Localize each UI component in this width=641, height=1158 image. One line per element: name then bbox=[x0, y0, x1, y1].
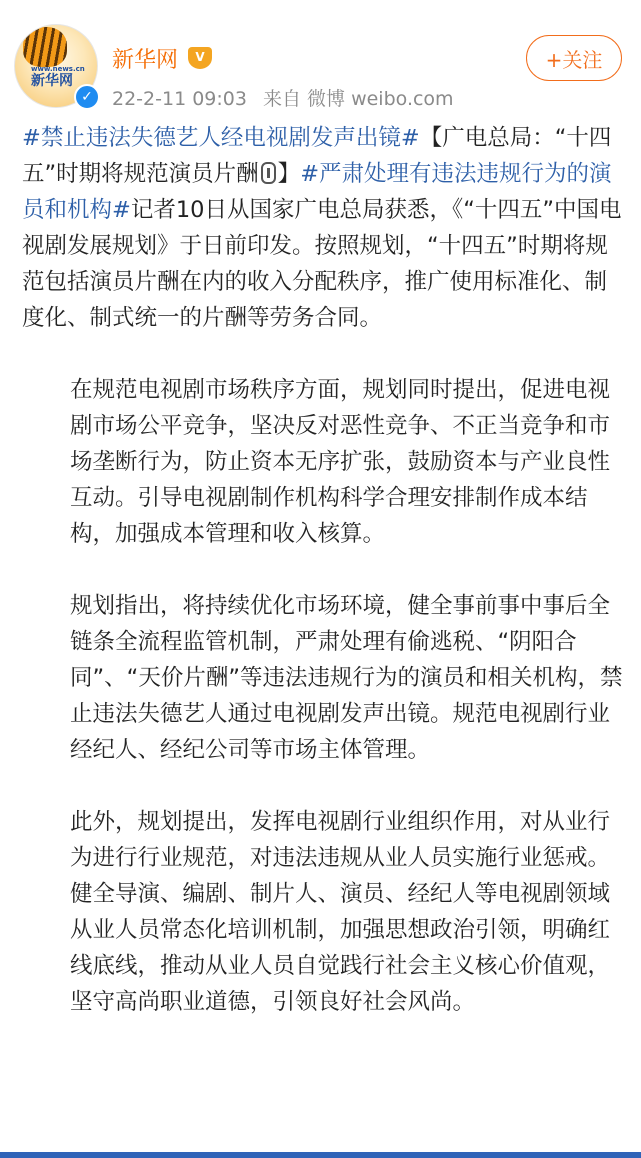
post-content bbox=[22, 120, 624, 1020]
paragraph-3: 规划指出，将持续优化市场环境，健全事前事中事后全链条全流程监管机制，严肃处理有偷逃税、“阴阳合同”、“天价片酬”等违法违规行为的演员和相关机构，禁止违法失德艺人通过电视剧发声出镜。规范电视剧行业经纪人、经纪公司等市场主体管理。 bbox=[70, 593, 623, 763]
avatar-small-text: www.news.cn bbox=[31, 65, 85, 73]
paragraph-1 bbox=[22, 120, 624, 336]
post-source: 来自 微博 weibo.com bbox=[263, 88, 454, 110]
bottom-image-edge bbox=[0, 1152, 641, 1158]
post-time: 22-2-11 09:03 bbox=[112, 88, 247, 110]
avatar-logo-text: 新华网 bbox=[31, 73, 73, 89]
paragraph-text: 【广电总局：“十四五”时期将规范演员片酬 bbox=[22, 125, 612, 187]
follow-button[interactable]: +关注 bbox=[526, 35, 622, 81]
account-name[interactable]: 新华网 bbox=[112, 47, 179, 73]
post-meta bbox=[112, 84, 464, 111]
paragraph-text: 记者10日从国家广电总局获悉，《“十四五”中国电视剧发展规划》于日前印发。按照规划，“十四五”时期将规范包括演员片酬在内的收入分配秩序，推广使用标准化、制度化、制式统一的片酬等劳务合同。 bbox=[22, 197, 622, 331]
verified-check-icon: ✓ bbox=[74, 84, 100, 110]
paragraph-gap bbox=[22, 336, 624, 372]
hashtag-link[interactable]: #禁止违法失德艺人经电视剧发声出镜# bbox=[22, 125, 420, 151]
paragraph-2: 在规范电视剧市场秩序方面，规划同时提出，促进电视剧市场公平竞争，坚决反对恶性竞争、不正当竞争和市场垄断行为，防止资本无序扩张，鼓励资本与产业良性互动。引导电视剧制作机构科学合理安排制作成本结构，加强成本管理和收入核算。 bbox=[70, 377, 611, 547]
paragraph-4: 此外，规划提出，发挥电视剧行业组织作用，对从业行为进行行业规范，对违法违规从业人员实施行业惩戒。健全导演、编剧、制片人、演员、经纪人等电视剧领域从业人员常态化培训机制，加强思想政治引领，明确红线底线，推动从业人员自觉践行社会主义核心价值观，坚守高尚职业道德，引领良好社会风尚。 bbox=[70, 809, 611, 1015]
post-header bbox=[0, 0, 641, 116]
name-row bbox=[112, 42, 212, 74]
paragraph-gap bbox=[22, 552, 624, 588]
paragraph-text: 】 bbox=[277, 161, 301, 187]
microphone-icon bbox=[261, 162, 276, 184]
gold-v-badge-icon[interactable]: V bbox=[188, 47, 212, 69]
hashtag-link[interactable]: #严肃处理有违法违规行为的演员和机构# bbox=[22, 161, 612, 223]
tiger-mascot-icon bbox=[23, 27, 67, 67]
paragraph-gap bbox=[22, 768, 624, 804]
